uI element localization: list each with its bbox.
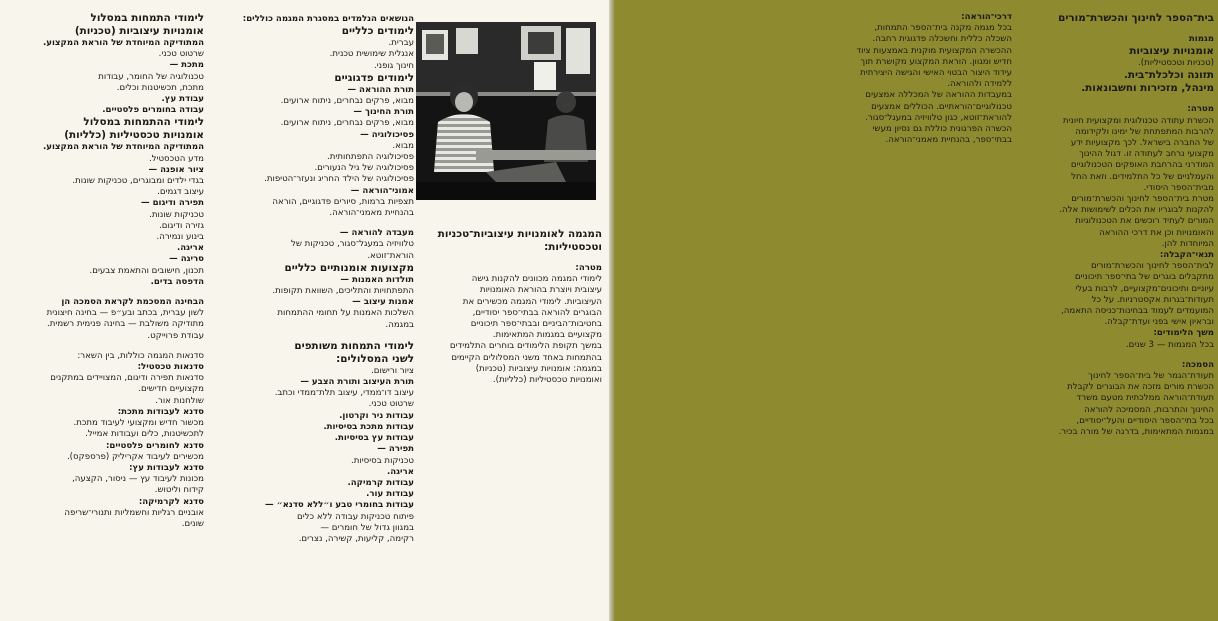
text-line: המודרני בהרחבת האופקים הטכנולוגיים [1070, 160, 1214, 171]
spacer [214, 219, 414, 228]
text-line: מכונות לעיבוד עץ — ניסור, הקצעה, [71, 474, 204, 485]
spacer [1016, 351, 1214, 360]
text-line: פסיכולוגיה של הילד החריג ונעזר־הטיפות. [264, 174, 414, 185]
text-line: תכנון, חישובים והתאמת צבעים. [89, 265, 204, 276]
text-line: שרטוט טכני. [158, 49, 204, 60]
text-line: ואומנויות טכסטיליות (כלליות). [492, 375, 602, 386]
text-line: מדע הטכסטיל. [148, 153, 204, 164]
text-line: תורת העיצוב ותורת הצבע — [300, 377, 414, 388]
text-line: במגמה. [385, 319, 414, 330]
text-line: פסיכולוגיה — [360, 129, 414, 140]
text-line: הכשרת עתודה טכנולוגית ומקצועית חיונית [1062, 115, 1214, 126]
text-line: של החברה בישראל. לכך מקצועיות ידע [1070, 138, 1214, 149]
text-line: מעבדה להוראה — [339, 228, 414, 239]
page-gutter [609, 0, 615, 621]
text-line: להרבות המתפתחת של ימינו ולקידומה [1075, 126, 1214, 137]
text-line: בינוע ונמירה. [156, 232, 204, 243]
text-line: החינוך והתרבות, המסמיכה להוראה [1084, 404, 1214, 415]
text-line: מתכת — [169, 60, 204, 71]
section-heading: מינהל, מזכירות וחשבונאות. [1081, 82, 1214, 95]
text-line: בבתי־ספר, בהנחיית מאמני־הוראה. [885, 135, 1012, 146]
text-line: סדנא לחומרים פלסטיים: [106, 440, 204, 451]
text-line: בכל מגמה מקנה בית־הספר התמחות, [874, 23, 1012, 34]
text-line: במגוון גדול של חומרים — [320, 522, 414, 533]
text-line: בהנחיית מאמני־הוראה. [329, 208, 414, 219]
text-line: הסמכה: [1181, 359, 1214, 370]
text-line: אובניים רגליות וחשמליות ותנורי־שריפה [64, 507, 204, 518]
text-line: הכשרת מורים מזכה את הבוגרים לקבלת [1067, 382, 1214, 393]
section-heading: אומנויות עיצוביות [1129, 45, 1214, 58]
text-line: עבודות עור. [366, 489, 414, 500]
text-line: המועמדים לעמוד בבחינות־כניסה התאמה, [1061, 306, 1214, 317]
text-line: מקצועיים חדישים. [138, 384, 204, 395]
section-heading: לימודי התמחות משותפים [294, 339, 414, 352]
text-line: עברית. [388, 38, 414, 49]
text-line: מקצועיים במגמות המתאימות. [492, 330, 602, 341]
text-line: (טכניות וטכסטיליות). [1138, 58, 1214, 69]
text-line: סדנא לעבודות עץ: [129, 462, 204, 473]
text-line: מטרת בית־הספר לחינוך והכשרת־מורים [1071, 194, 1214, 205]
text-line: סדנא לקרמיקה: [138, 496, 204, 507]
text-line: תפירה — [377, 444, 414, 455]
text-line: עבודות מתכת בסיסיות. [323, 421, 414, 432]
text-line: ציור אופנה — [148, 164, 204, 175]
text-line: מבוא. [392, 140, 414, 151]
text-line: פסיכולוגיה של גיל הנעורים. [314, 163, 414, 174]
text-line: ובראיון אישי בפני ועדת־קבלה. [1104, 317, 1214, 328]
text-line: לימודי המגמה מכוונים להקנות גישה [471, 274, 602, 285]
text-line: בחטיבות־הביניים ובבתי־ספר תיכוניים [470, 319, 602, 330]
text-line: גזירה ודיגום. [159, 220, 204, 231]
left-page-column-1 [6, 12, 204, 530]
text-line: אמנות עיצוב — [352, 297, 414, 308]
text-line: בכל המגמות — 3 שנים. [1125, 339, 1214, 350]
text-line: בהתמחות באחד משני המסלולים הקיימים [451, 352, 602, 363]
left-page-column-3 [416, 228, 602, 386]
text-line: סדנא לעבודות מתכת: [117, 406, 204, 417]
text-line: פסיכולוגיה התפתחותית. [327, 152, 414, 163]
text-line: מגמות [1188, 34, 1214, 44]
spacer [416, 254, 602, 263]
text-line: תעודת־הוראה ממלכתית מטעם משרד [1076, 393, 1214, 404]
section-heading: מקצועות אומנותיים כלליים [284, 261, 414, 274]
text-line: טלוויזיה במעגל־סגור, טכניקות של [290, 239, 414, 250]
text-line: לשון עברית, בכתב ובע״פ — בחינה חיצונית [46, 308, 204, 319]
text-line: בגדי ילדים ומבוגרים, טכניקות שונות. [72, 176, 204, 187]
section-heading: אומנויות עיצוביות (טכניות) [74, 25, 204, 37]
text-line: במגמות המתאימות, בדרגה של מורה בכיר. [1058, 427, 1214, 438]
text-line: פיתוח טכניקות עבודה ללא כלים [297, 511, 414, 522]
text-line: התפתחויות והתליכים, השוואת תקופות. [272, 286, 414, 297]
text-line: העיצוביות. לימודי המגמה מכשירים את [462, 296, 602, 307]
text-line: מתודיקה משולבת — בחינה פנימית רשמית. [47, 319, 204, 330]
text-line: טכניקות שונות. [149, 209, 204, 220]
text-line: המתודיקה המיוחדת של הוראת המקצוע. [42, 142, 204, 153]
right-page-column-2 [1016, 12, 1214, 438]
text-line: טכנולוגיים־הוראתיים. הכוללים אמצעים [871, 101, 1012, 112]
text-line: מטרה: [1187, 104, 1214, 115]
text-line: סריגה — [169, 254, 204, 265]
text-line: חינוך גופני. [373, 60, 414, 71]
text-line: הדפסה בדים. [150, 276, 204, 287]
text-line: שונים. [181, 518, 204, 529]
text-line: עיצוב דו־ממדי, עיצוב תלת־ממדי וכתב. [274, 388, 414, 399]
text-line: הנושאים הנלמדים במסגרת המגמה כוללים: [242, 14, 414, 24]
spacer [6, 342, 204, 351]
text-line: עבודת עץ. [161, 94, 204, 105]
text-line: קידוח וליטוש. [154, 485, 204, 496]
text-line: ציור ורישום. [371, 365, 414, 376]
text-line: תפירה ודיגום — [140, 198, 204, 209]
text-line: המורים לעתיד רוכשים את הטכנולוגיות [1075, 216, 1214, 227]
section-heading: לימודי ההתמחות במסלול [83, 116, 204, 129]
text-line: אנגלית שימושית טכנית. [329, 49, 414, 60]
text-line: לבית־הספר לחינוך והכשרת־מורים [1090, 261, 1214, 272]
text-line: מבוא, פרקים נבחרים, ניתוח ארועים. [280, 118, 414, 129]
text-line: אמוני־הוראה — [350, 185, 414, 196]
text-line: במגמה: אומנויות עיצוביות (טכניות) [475, 363, 602, 374]
text-line: שולחנות אור. [155, 395, 204, 406]
text-line: והעמלניים של כל התלמידים. וזאת החל [1071, 171, 1214, 182]
text-line: מקצועי נרחב לעתודה זו. דגול ההינוך [1079, 149, 1214, 160]
text-line: סדנאות המגמה כוללות, בין השאר: [77, 350, 204, 361]
text-line: השכלה כללית וחשכלה פדגוגית רחבה. [872, 34, 1012, 45]
text-line: השלכות האמנות על תחומי ההתמחות [277, 308, 414, 319]
text-line: ההכשרה המקצועית מוקנית באמצעות ציוד [856, 45, 1012, 56]
text-line: המתודיקה המיוחדת של הוראת המקצוע. [42, 38, 204, 48]
text-line: חדיש ומגוון. הוראת המקצוע מקושרת תוך [860, 56, 1012, 67]
section-heading: לימודי התמחות במסלול [90, 12, 204, 24]
text-line: הוראת־זוטא. [367, 250, 414, 261]
text-line: תולדות האמנות — [340, 274, 414, 285]
text-line: והאומנויות וכן את דרכי ההוראה [1099, 227, 1214, 238]
text-line: הכשרה הפרגונית כוללת גם נסיון מעשי [872, 124, 1012, 135]
text-line: עבודות ניר וקרטון. [339, 410, 414, 421]
text-line: אריגה. [387, 466, 414, 477]
text-line: במשך תקופת הלימודים בוחרים התלמידים [449, 341, 602, 352]
text-line: תנאי־הקבלה: [1159, 250, 1214, 261]
text-line: לתכשיטנות, כלים ועבודות אמייל. [85, 429, 204, 440]
text-line: משך הלימודים: [1153, 328, 1214, 339]
text-line: מתכת, תכשיטנות וכלים. [116, 82, 204, 93]
text-line: עיצוב דגמים. [157, 187, 204, 198]
text-line: במעבדות ההוראה של המכללה אמצעים [865, 90, 1012, 101]
spacer [214, 331, 414, 340]
section-heading: לימודים פדגוגיים [334, 71, 414, 84]
left-page-column-2 [214, 14, 414, 545]
spacer [6, 288, 204, 297]
text-line: טכניקות בסיסיות. [351, 455, 414, 466]
section-heading: וטכסטיליות: [544, 241, 602, 253]
text-line: עבודות קרמיקה. [347, 477, 414, 488]
text-line: עבודה בחומרים פלסטיים. [102, 105, 204, 116]
text-line: מטרה: [575, 263, 602, 273]
spacer [1016, 95, 1214, 104]
text-line: הבוגרים להוראה בבתי־ספר יסודיים, [472, 307, 602, 318]
text-line: דרכי־הוראה: [961, 12, 1012, 22]
text-line: עבודות עץ בסיסיות. [334, 433, 414, 444]
text-line: מתקבלים בוגרים של בתי־ספר תיכוניים [1074, 272, 1214, 283]
text-line: בכל בתי־הספר היסודיים והעל־יסודיים, [1076, 415, 1214, 426]
text-line: תעודת־הגמר של בית־הספר לחינוך [1088, 371, 1214, 382]
text-line: שרטוט טכני. [368, 399, 414, 410]
right-page-column-1 [814, 12, 1012, 146]
classroom-photo-drawing [416, 22, 596, 200]
text-line: מכשירים לעיבוד אקריליק (פרספקס). [66, 451, 204, 462]
text-line: תורת החינוך — [353, 107, 414, 118]
spacer [1016, 25, 1214, 34]
classroom-photo [416, 22, 596, 200]
text-line: תורת ההוראה — [347, 84, 414, 95]
section-heading: תזונה וכלכלת־בית. [1123, 69, 1214, 82]
text-line: אריגה. [177, 243, 204, 254]
text-line: תצפיות ברמות, סיורים פדגוגיים, הוראה [272, 196, 414, 207]
text-line: מבוא, פרקים נבחרים, ניתוח ארועים. [280, 96, 414, 107]
text-line: טכנולוגיה של החומר, עבודות [98, 71, 204, 82]
section-heading: בית־הספר לחינוך והכשרת־מורים [1058, 12, 1214, 24]
text-line: עבודת פרוייקט. [147, 330, 204, 341]
text-line: להקנות לבוגריו את הכלים לשימושות אלה. [1059, 205, 1214, 216]
text-line: עיוניים ותיכונים־מקצועיים, לרבות בעלי [1075, 283, 1214, 294]
section-heading: המגמה לאומנויות עיצוביות־טכניות [437, 228, 602, 240]
text-line: עידוד היצור הבטוי האישי והגישה היצירתית [860, 68, 1012, 79]
text-line: רקימה, קליעות, קשירה, נצרים. [298, 533, 414, 544]
text-line: להוראת־זוטא, כגון טלוויזיה במעגל־סגור. [865, 112, 1012, 123]
text-line: סדנאות תפירה ודיגום, המצויידים במתקנים [50, 373, 204, 384]
section-heading: אומנויות טכסטיליות (כלליות) [64, 129, 204, 142]
text-line: עיצובית ויוצרת בהוראת האומנויות [479, 285, 602, 296]
section-heading: לימודים כלליים [341, 25, 414, 38]
text-line: המיוחדות להן. [1161, 238, 1214, 249]
text-line: עבודות בחומרי טבע ו״ללא סדנא״ — [264, 500, 414, 511]
text-line: תעודות־בגרות אקסטרניות. על כל [1091, 294, 1214, 305]
text-line: סדנאות טכסטיל: [137, 362, 204, 373]
text-line: מבית־הספר היסודי. [1143, 182, 1214, 193]
section-heading: לשני המסלולים: [336, 352, 414, 365]
text-line: הבחינה המסכמת לקראת הסמכה הן [61, 297, 204, 308]
text-line: מכשור חדיש ומקצועי לעיבוד מתכת. [73, 418, 204, 429]
text-line: ללמידה ולהוראה. [947, 79, 1012, 90]
